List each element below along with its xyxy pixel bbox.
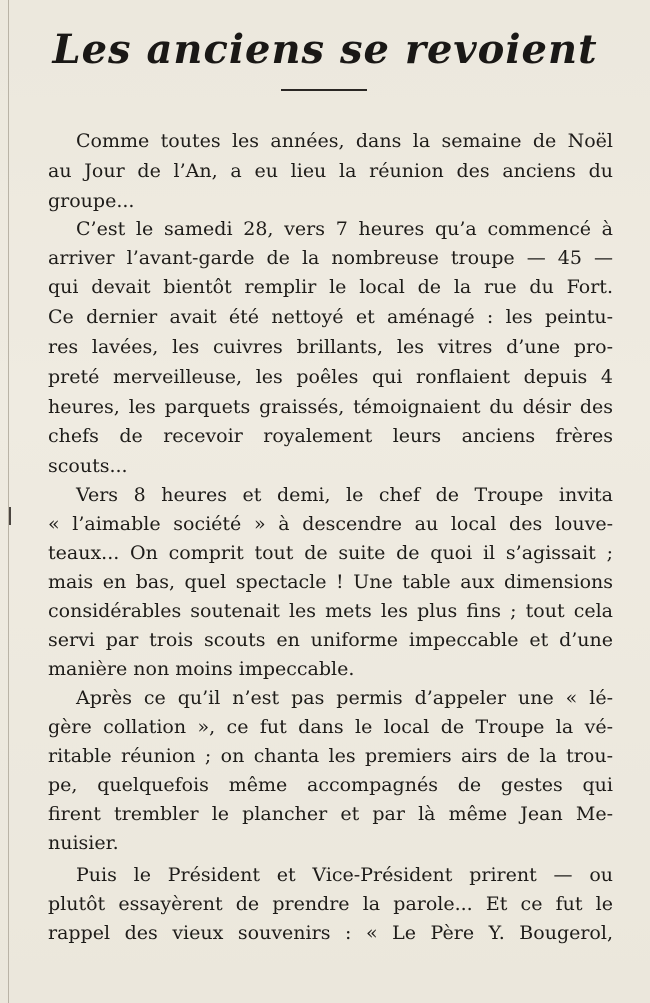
text-line: teaux... On comprit tout de suite de quoi il s’agissait ; — [48, 542, 613, 564]
text-line: gère collation », ce fut dans le local de Troupe la vé- — [48, 716, 613, 738]
text-line: considérables soutenait les mets les plus fins ; tout cela — [48, 600, 613, 622]
text-line: pe, quelquefois même accompagnés de gestes qui — [48, 774, 613, 796]
text-line: heures, les parquets graissés, témoignaient du désir des — [48, 396, 613, 418]
text-line: au Jour de l’An, a eu lieu la réunion des anciens du — [48, 160, 613, 182]
text-line: chefs de recevoir royalement leurs anciens frères — [48, 425, 613, 447]
text-line: manière non moins impeccable. — [48, 658, 355, 680]
text-line: « l’aimable société » à descendre au local des louve- — [48, 513, 613, 535]
text-line: Après ce qu’il n’est pas permis d’appeler une « lé- — [76, 687, 613, 709]
text-line: preté merveilleuse, les poêles qui ronflaient depuis 4 — [48, 366, 613, 388]
column-rule — [8, 0, 9, 1003]
text-line: Vers 8 heures et demi, le chef de Troupe invita — [76, 484, 613, 506]
text-line: Comme toutes les années, dans la semaine de Noël — [76, 130, 613, 152]
text-line: arriver l’avant-garde de la nombreuse troupe — 45 — — [48, 247, 613, 269]
text-line: res lavées, les cuivres brillants, les vitres d’une pro- — [48, 336, 613, 358]
text-line: qui devait bientôt remplir le local de la rue du Fort. — [48, 276, 613, 298]
text-line: firent trembler le plancher et par là même Jean Me- — [48, 803, 613, 825]
text-line: nuisier. — [48, 832, 119, 854]
text-line: ritable réunion ; on chanta les premiers airs de la trou- — [48, 745, 613, 767]
title-underline — [281, 89, 367, 91]
text-line: mais en bas, quel spectacle ! Une table aux dimensions — [48, 571, 613, 593]
article-title: Les anciens se revoient — [52, 26, 598, 73]
text-line: Puis le Président et Vice-Président prirent — ou — [76, 864, 613, 886]
text-line: rappel des vieux souvenirs : « Le Père Y. Bougerol, — [48, 922, 613, 944]
text-line: plutôt essayèrent de prendre la parole... Et ce fut le — [48, 893, 613, 915]
text-line: servi par trois scouts en uniforme impeccable et d’une — [48, 629, 613, 651]
text-line: C’est le samedi 28, vers 7 heures qu’a commencé à — [76, 218, 613, 240]
text-line: groupe... — [48, 190, 135, 212]
margin-mark — [9, 507, 11, 525]
text-line: scouts... — [48, 455, 128, 477]
text-line: Ce dernier avait été nettoyé et aménagé : les peintu- — [48, 306, 613, 328]
